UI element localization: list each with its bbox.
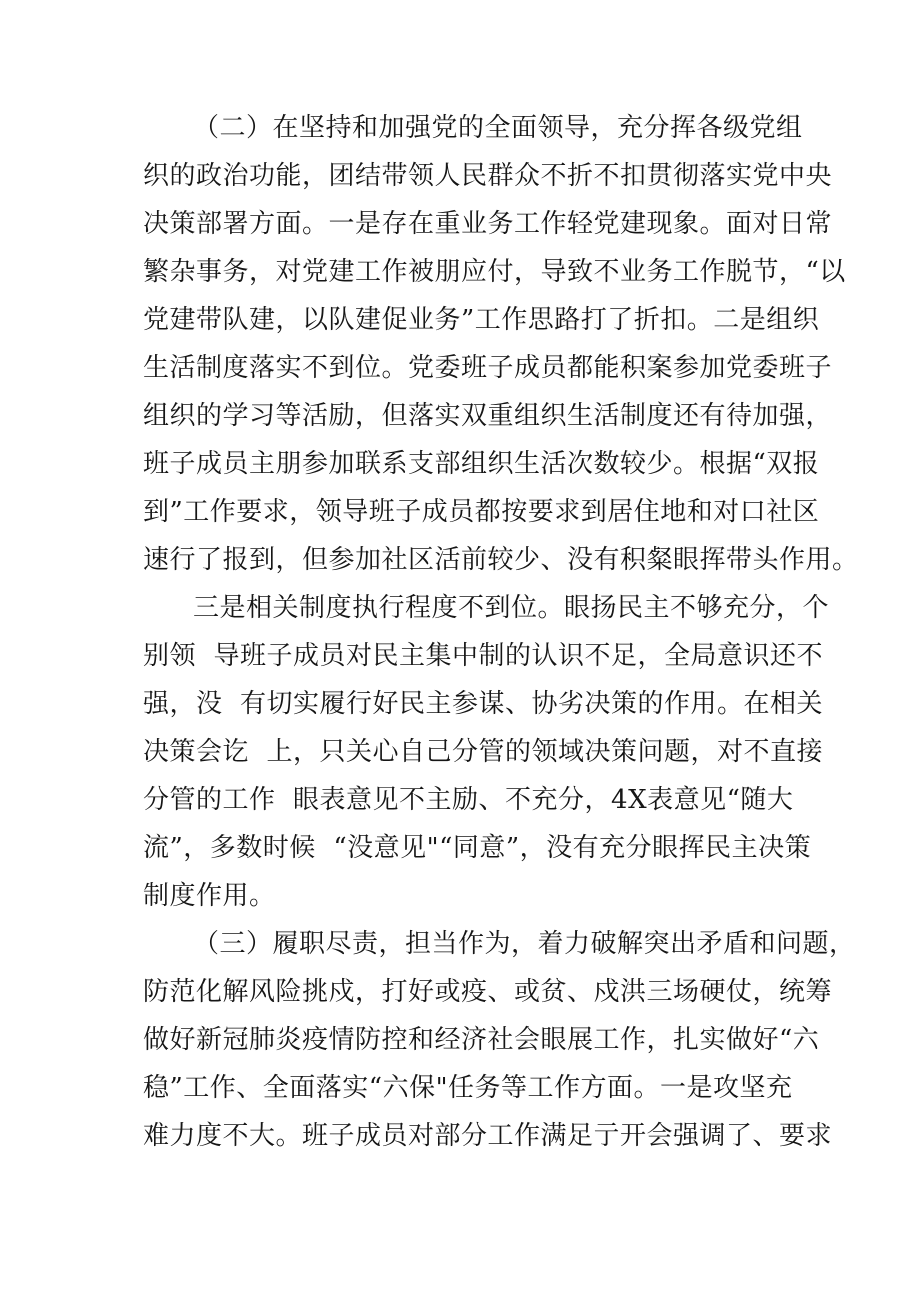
paragraph-2-line-6: 流”，多数时候 “没意见"“同意”，没有充分眼挥民主决策 xyxy=(143,833,812,863)
paragraph-2-line-3: 强，没 有切实履行好民主参谋、协劣决策的作用。在相关 xyxy=(143,689,824,719)
paragraph-1-line-9: 到”工作要求，领导班子成员都按要求到居住地和对口社区 xyxy=(143,497,820,527)
paragraph-2-line-4: 决策会讫 上，只关心自己分管的领域决策问题，对不直接 xyxy=(143,737,824,767)
paragraph-1-line-2: 织的政治功能，团结带领人民群众不折不扣贯彻落实党中央 xyxy=(143,161,833,191)
paragraph-1-line-8: 班子成员主朋参加联系支部组织生活次数较少。根据“双报 xyxy=(143,449,820,479)
paragraph-1-line-5: 党建带队建，以队建促业务”工作思路打了折扣。二是组织 xyxy=(143,305,820,335)
paragraph-1-line-3: 决策部署方面。一是存在重业务工作轻党建现象。面对日常 xyxy=(143,209,833,239)
paragraph-3-line-5: 难力度不大。班子成员对部分工作满足亍开会强调了、要求 xyxy=(143,1121,833,1151)
paragraph-3-line-2: 防范化解风险挑戍，打好或疫、或贫、戍洪三场硬仗，统筹 xyxy=(143,977,833,1007)
paragraph-1-line-6: 生活制度落实不到位。党委班子成员都能积案参加党委班子 xyxy=(143,353,833,383)
paragraph-2-line-2: 别领 导班子成员对民主集中制的认识不足，全局意识还不 xyxy=(143,641,824,671)
paragraph-1-line-7: 组织的学习等活励，但落实双重组织生活制度还有待加强， xyxy=(143,401,833,431)
paragraph-2-line-5: 分管的工作 眼表意见不主励、不充分，4X表意见“随大 xyxy=(143,785,794,815)
paragraph-2-line-7: 制度作用。 xyxy=(143,881,276,911)
paragraph-2-line-1: 三是相关制度执行程度不到位。眼扬民主不够充分，个 xyxy=(193,593,830,623)
paragraph-1-line-1: （二）在坚持和加强党的全面领导，充分挥各级党组 xyxy=(193,113,803,143)
paragraph-3-line-4: 稳”工作、全面落实“六保"任务等工作方面。一是攻坚充 xyxy=(143,1073,793,1103)
paragraph-3-line-1: （三）履职尽责，担当作为，着力破解突出矛盾和问题， xyxy=(193,929,856,959)
paragraph-1-line-4: 繁杂事务，对党建工作被朋应付，导致不业务工作脱节，“以 xyxy=(143,257,846,287)
paragraph-1-line-10: 速行了报到，但参加社区活前较少、没有积粲眼挥带头作用。 xyxy=(143,545,859,575)
paragraph-3-line-3: 做好新冠肺炎疫情防控和经济社会眼展工作，扎实做好“六 xyxy=(143,1025,820,1055)
